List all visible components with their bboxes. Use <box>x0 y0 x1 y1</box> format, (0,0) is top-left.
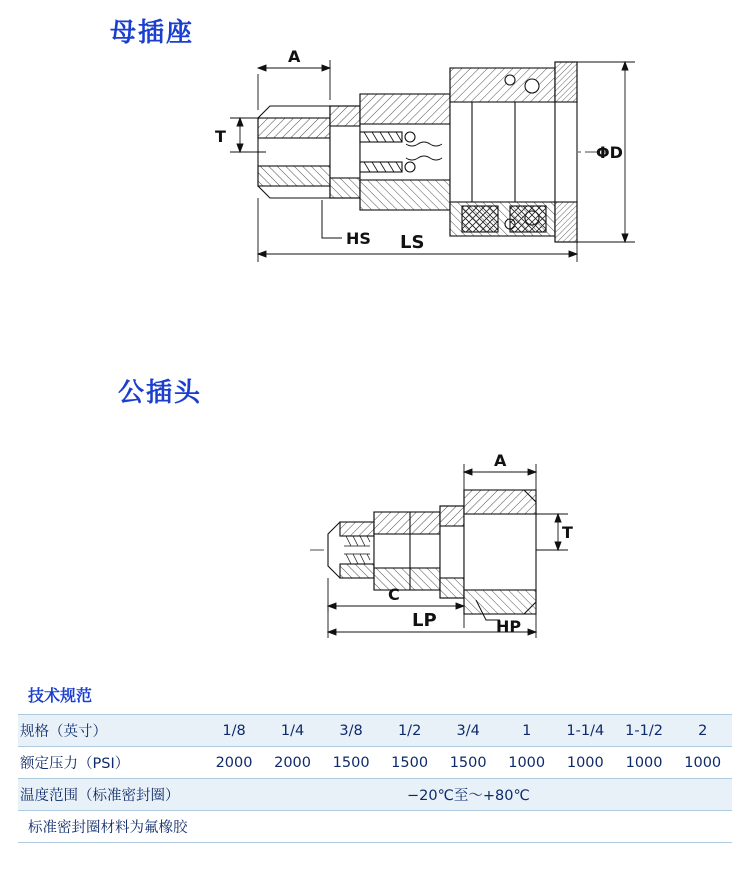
table-row-material <box>18 811 732 843</box>
size-value: 1/2 <box>380 715 439 747</box>
female-coupler-drawing <box>210 40 680 300</box>
size-value: 3/8 <box>322 715 381 747</box>
dimension-label-ls: LS <box>400 232 425 253</box>
dimension-label-hp: HP <box>496 617 522 636</box>
row-label-temperature: 温度范围（标准密封圈） <box>18 779 205 811</box>
row-label-pressure: 额定压力（PSI） <box>18 747 205 779</box>
size-value: 3/4 <box>439 715 498 747</box>
size-value: 1 <box>497 715 556 747</box>
dimension-label-c: C <box>388 585 400 604</box>
spec-section-title: 技术规范 <box>28 686 93 705</box>
pressure-value: 1500 <box>322 747 381 779</box>
temperature-value: −20℃至～+80℃ <box>205 779 732 811</box>
pressure-value: 1000 <box>497 747 556 779</box>
pressure-value: 1000 <box>556 747 615 779</box>
material-note: 标准密封圈材料为氟橡胶 <box>18 811 732 843</box>
size-value: 2 <box>673 715 732 747</box>
dimension-label-t: T <box>215 127 226 146</box>
dimension-label-hs: HS <box>346 229 371 248</box>
dimension-label-lp: LP <box>412 610 437 631</box>
pressure-value: 1500 <box>380 747 439 779</box>
male-plug-drawing <box>300 450 580 660</box>
size-value: 1/4 <box>263 715 322 747</box>
pressure-value: 1500 <box>439 747 498 779</box>
dimension-label-a: A <box>288 47 301 66</box>
table-row-pressure <box>18 747 732 779</box>
dimension-label-a: A <box>494 451 507 470</box>
size-value: 1-1/2 <box>615 715 674 747</box>
page-title-male: 公插头 <box>118 378 203 408</box>
table-row-temperature <box>18 779 732 811</box>
dimension-label-phi-d: ΦD <box>596 143 623 162</box>
size-value: 1-1/4 <box>556 715 615 747</box>
size-value: 1/8 <box>205 715 264 747</box>
spec-table <box>18 714 732 843</box>
pressure-value: 1000 <box>673 747 732 779</box>
table-row-size <box>18 715 732 747</box>
pressure-value: 2000 <box>205 747 264 779</box>
pressure-value: 1000 <box>615 747 674 779</box>
page-title-female: 母插座 <box>110 18 195 48</box>
pressure-value: 2000 <box>263 747 322 779</box>
row-label-size: 规格（英寸） <box>18 715 205 747</box>
dimension-label-t: T <box>562 523 573 542</box>
